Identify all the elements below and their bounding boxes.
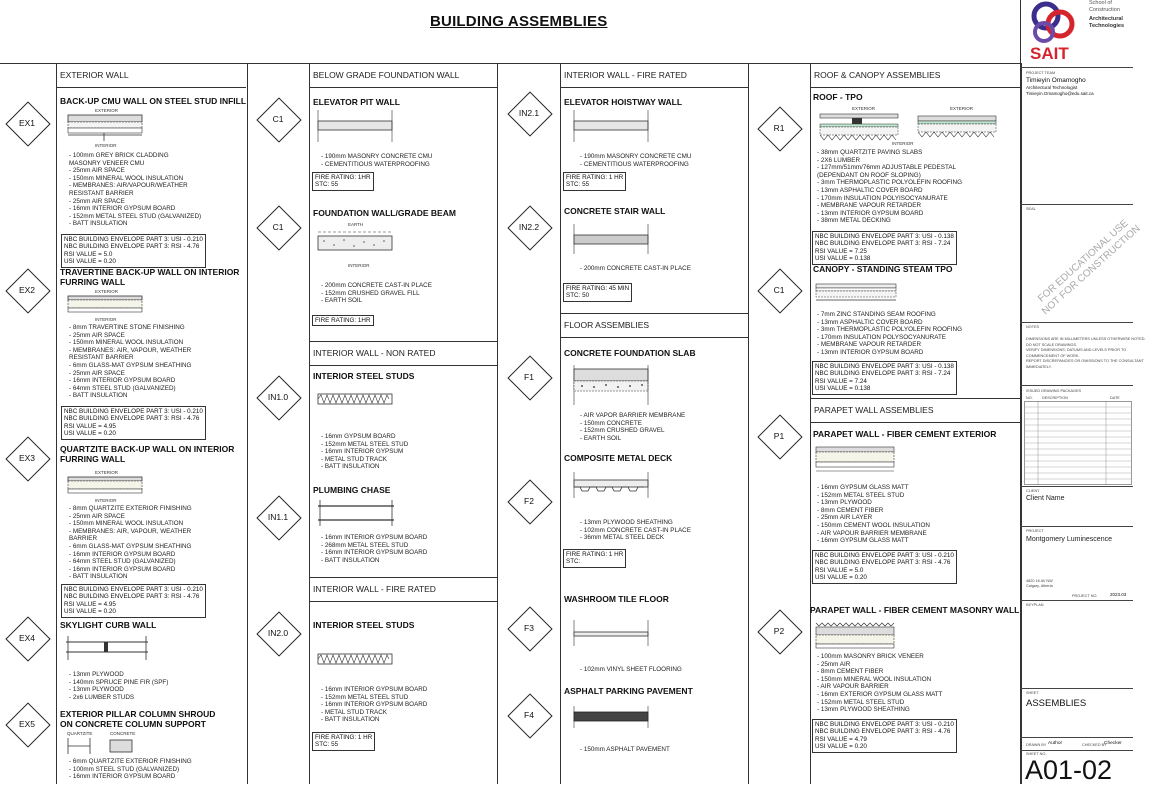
sheet-number: A01-02	[1025, 755, 1113, 785]
exterior-label: EXTERIOR	[852, 106, 876, 111]
assembly-notes-ex5: - 6mm QUARTZITE EXTERIOR FINISHING - 100mm STEEL STUD (GALVANIZED) - 16mm INTERIOR GYPSUM BOARD	[69, 758, 192, 781]
assembly-notes-parapet-masonry: - 100mm MASONRY BRICK VENEER - 25mm AIR - 8mm CEMENT FIBER - 150mm MINERAL WOOL INSULATION - AIR VAPOUR BARRIER - 16mm EXTERIOR GYPSUM GLASS MATT - 152mm METAL STEEL STUD - 13mm PLYWOOD SHEATHING	[817, 653, 943, 714]
assembly-notes-ex1: - 100mm GREY BRICK CLADDING MASONRY VENEER CMU - 25mm AIR SPACE - 150mm MINERAL WOOL INSULATION - MEMBRANES: AIR/VAPOUR/WEATHER RESISTANT BARRIER - 25mm AIR SPACE - 16mm INTERIOR GYPSUM BOARD - 152mm METAL STEEL STUD (GALVANIZED) - BATT INSULATION	[69, 152, 202, 228]
ex1-section-sketch	[66, 113, 146, 143]
checked-by-label: CHECKED BY	[1082, 743, 1107, 747]
ex3-section-sketch	[66, 475, 146, 497]
assembly-title-interior-steel-studs-rated: INTERIOR STEEL STUDS	[313, 620, 415, 630]
concrete-slab-sketch	[572, 361, 652, 407]
interior-label: INTERIOR	[348, 263, 370, 268]
issued-col-no: NO.	[1026, 396, 1033, 400]
ex5-section-sketch	[64, 736, 140, 756]
general-notes: DIMENSIONS ARE IN MILLIMETERS UNLESS OTHERWISE NOTED. DO NOT SCALE DRAWINGS. VERIFY DIMENSIONS, DATUMS AND LEVELS PRIOR TO COMMENCEMENT OF WORK. REPORT DISCREPANCIES OR OMISSIONS TO THE CONSULTANT IMMEDIATELY.	[1026, 337, 1146, 369]
tag-f2: F2	[524, 496, 534, 506]
team-member-name: Timieyin Omamogho	[1026, 77, 1086, 84]
drawn-by-label: DRAWN BY	[1026, 743, 1047, 747]
foundation-wall-sketch	[316, 228, 396, 262]
assembly-notes-parapet-fiber-cement: - 16mm GYPSUM GLASS MATT - 152mm METAL STEEL STUD - 13mm PLYWOOD - 8mm CEMENT FIBER - 25mm AIR LAYER - 150mm CEMENT WOOL INSULATION - AIR VAPOUR BARRIER MEMBRANE - 16mm GYPSUM GLASS MATT	[817, 484, 930, 545]
assembly-notes-elevator-hoistway: - 190mm MASONRY CONCRETE CMU - CEMENTITIOUS WATERPROOFING	[580, 153, 692, 168]
project-team-label: PROJECT TEAM	[1026, 71, 1056, 75]
assembly-title-plumbing-chase: PLUMBING CHASE	[313, 485, 391, 495]
asphalt-sketch	[572, 704, 652, 730]
assembly-title-ex2: TRAVERTINE BACK-UP WALL ON INTERIOR FURRING WALL	[60, 267, 240, 287]
tag-in1-0: IN1.0	[267, 392, 289, 402]
column-header-roof: ROOF & CANOPY ASSEMBLIES	[814, 70, 941, 80]
composite-deck-sketch	[572, 470, 652, 500]
assembly-notes-interior-steel-studs-rated: - 16mm INTERIOR GYPSUM BOARD - 152mm METAL STEEL STUD - 16mm INTERIOR GYPSUM BOARD - METAL STUD TRACK - BATT INSULATION	[321, 686, 428, 724]
assembly-notes-composite-deck: - 13mm PLYWOOD SHEATHING - 102mm CONCRETE CAST-IN PLACE - 36mm METAL STEEL DECK	[580, 519, 691, 542]
envelope-box-ex1: NBC BUILDING ENVELOPE PART 3: USI - 0.210 NBC BUILDING ENVELOPE PART 3: RSI - 4.76 RSI VALUE = 5.0 USI VALUE = 0.20	[61, 234, 206, 268]
earth-label: EARTH	[348, 222, 364, 227]
concrete-label: CONCRETE	[110, 731, 136, 736]
assembly-notes-plumbing-chase: - 16mm INTERIOR GYPSUM BOARD - 268mm METAL STEEL STUD - 16mm INTERIOR GYPSUM BOARD - BATT INSULATION	[321, 534, 428, 564]
tag-ex2: EX2	[18, 285, 36, 295]
envelope-box-ex2: NBC BUILDING ENVELOPE PART 3: USI - 0.210 NBC BUILDING ENVELOPE PART 3: RSI - 4.76 RSI VALUE = 4.95 USI VALUE = 0.20	[61, 406, 206, 440]
fire-rating-box-concrete-stair: FIRE RATING: 45 MIN STC: 50	[563, 283, 632, 302]
envelope-box-roof-tpo: NBC BUILDING ENVELOPE PART 3: USI - 0.138 NBC BUILDING ENVELOPE PART 3: RSI - 7.24 RSI VALUE = 7.25 USI VALUE = 0.138	[812, 231, 957, 265]
team-member-email: Timieyin.Omamogho@edu.sait.ca	[1026, 91, 1094, 96]
fire-rating-box-foundation-wall: FIRE RATING: 1HR	[312, 315, 374, 326]
interior-label: INTERIOR	[95, 498, 117, 503]
fire-rating-box-interior-steel-studs: FIRE RATING: 1 HR STC: 55	[312, 732, 375, 751]
tag-f1: F1	[524, 372, 534, 382]
assembly-title-ex4: SKYLIGHT CURB WALL	[60, 620, 157, 630]
tag-f3: F3	[524, 623, 534, 633]
plumbing-chase-sketch	[316, 498, 396, 528]
tag-p1: P1	[773, 431, 785, 441]
department-name: Architectural Technologies	[1089, 16, 1125, 29]
tag-ex1: EX1	[18, 118, 36, 128]
column-header-interior-fire: INTERIOR WALL - FIRE RATED	[564, 70, 687, 80]
exterior-label: EXTERIOR	[95, 108, 119, 113]
envelope-box-parapet-masonry: NBC BUILDING ENVELOPE PART 3: USI - 0.210 NBC BUILDING ENVELOPE PART 3: RSI - 4.76 RSI VALUE = 4.79 USI VALUE = 0.20	[812, 719, 957, 753]
elevator-pit-sketch	[316, 108, 396, 144]
assembly-notes-interior-steel-studs: - 16mm GYPSUM BOARD - 152mm METAL STEEL STUD - 16mm INTERIOR GYPSUM - METAL STUD TRACK - BATT INSULATION	[321, 433, 409, 471]
tag-f4: F4	[524, 710, 534, 720]
notes-label: NOTES	[1026, 325, 1040, 329]
envelope-box-ex3: NBC BUILDING ENVELOPE PART 3: USI - 0.210 NBC BUILDING ENVELOPE PART 3: RSI - 4.76 RSI VALUE = 4.95 USI VALUE = 0.20	[61, 584, 206, 618]
project-name: Montgomery Luminescence	[1026, 536, 1112, 543]
concrete-stair-sketch	[572, 222, 652, 256]
assembly-title-ex5: EXTERIOR PILLAR COLUMN SHROUD ON CONCRETE COLUMN SUPPORT	[60, 709, 216, 729]
seal-label: SEAL	[1026, 207, 1036, 211]
client-label: CLIENT	[1026, 489, 1040, 493]
fire-rating-box-elevator-hoistway: FIRE RATING: 1 HR STC: 55	[563, 172, 626, 191]
interior-label: INTERIOR	[95, 317, 117, 322]
assembly-title-ex1: BACK-UP CMU WALL ON STEEL STUD INFILL	[60, 96, 247, 106]
client-name: Client Name	[1026, 495, 1065, 502]
assembly-title-concrete-slab: CONCRETE FOUNDATION SLAB	[564, 348, 696, 358]
assembly-title-washroom-tile: WASHROOM TILE FLOOR	[564, 594, 669, 604]
column-header-foundation: BELOW GRADE FOUNDATION WALL	[313, 70, 460, 80]
tag-ex4: EX4	[18, 633, 36, 643]
assembly-title-foundation-wall: FOUNDATION WALL/GRADE BEAM	[313, 208, 456, 218]
tag-c1-b: C1	[272, 222, 284, 232]
project-address: 4820 16 AV NW Calgary, Alberta	[1026, 579, 1053, 588]
exterior-label: EXTERIOR	[95, 289, 119, 294]
sheet-name: ASSEMBLIES	[1026, 698, 1087, 709]
assembly-title-elevator-pit: ELEVATOR PIT WALL	[313, 97, 400, 107]
assembly-notes-concrete-stair: - 200mm CONCRETE CAST-IN PLACE	[580, 265, 691, 272]
assembly-title-interior-steel-studs: INTERIOR STEEL STUDS	[313, 371, 415, 381]
exterior-label: EXTERIOR	[950, 106, 974, 111]
assembly-notes-foundation-wall: - 200mm CONCRETE CAST-IN PLACE - 152mm CRUSHED GRAVEL FILL - EARTH SOIL	[321, 282, 432, 305]
fire-rating-box-elevator-pit: FIRE RATING: 1HR STC: 55	[312, 172, 374, 191]
sheet-title: BUILDING ASSEMBLIES	[430, 13, 608, 30]
assembly-title-roof-tpo: ROOF - TPO	[813, 92, 863, 102]
column-header-exterior-wall: EXTERIOR WALL	[60, 70, 129, 80]
column-header-interior-fire-2: INTERIOR WALL - FIRE RATED	[313, 584, 436, 594]
envelope-box-canopy: NBC BUILDING ENVELOPE PART 3: USI - 0.138 NBC BUILDING ENVELOPE PART 3: RSI - 7.24 RSI VALUE = 7.24 USI VALUE = 0.138	[812, 361, 957, 395]
interior-label: INTERIOR	[892, 141, 914, 146]
issued-packages-label: ISSUED DRAWING PACKAGES	[1026, 389, 1082, 393]
assembly-notes-washroom-tile: - 102mm VINYL SHEET FLOORING	[580, 666, 682, 673]
assembly-notes-ex2: - 8mm TRAVERTINE STONE FINISHING - 25mm AIR SPACE - 150mm MINERAL WOOL INSULATION - MEMBRANES: AIR, VAPOUR, WEATHER RESISTANT BARRIER - 6mm GLASS-MAT GYPSUM SHEATHING - 25mm AIR SPACE - 16mm INTERIOR GYPSUM BOARD - 64mm STEEL STUD (GALVANIZED) - BATT INSULATION	[69, 324, 192, 400]
parapet-masonry-sketch	[814, 620, 898, 654]
fire-rating-box-composite-deck: FIRE RATING: 1 HR STC:	[563, 549, 626, 568]
interior-label: INTERIOR	[95, 143, 117, 148]
tag-in2-1: IN2.1	[518, 108, 540, 118]
issued-col-date: DATE	[1110, 396, 1120, 400]
checked-by: Checker	[1104, 741, 1122, 746]
assembly-notes-elevator-pit: - 190mm MASONRY CONCRETE CMU - CEMENTITIOUS WATERPROOFING	[321, 153, 433, 168]
assembly-notes-ex4: - 13mm PLYWOOD - 140mm SPRUCE PINE FIR (SPF) - 13mm PLYWOOD - 2x6 LUMBER STUDS	[69, 671, 169, 701]
column-header-parapet: PARAPET WALL ASSEMBLIES	[814, 405, 934, 415]
issued-packages-table	[1024, 401, 1132, 485]
assembly-notes-roof-tpo: - 38mm QUARTZITE PAVING SLABS - 2X6 LUMBER - 127mm/51mm/76mm ADJUSTABLE PEDESTAL (DEPENDANT ON ROOF SLOPING) - 3mm THERMOPLASTIC POLYOLEFIN ROOFING - 13mm ASPHALTIC COVER BOARD - 170mm INSULATION POLYISOCYANURATE - MEMBRANE VAPOUR RETARDER - 13mm INTERIOR GYPSUM BOARD - 38mm METAL DECKING	[817, 149, 962, 225]
assembly-notes-concrete-slab: - AIR VAPOR BARRIER MEMBRANE - 150mm CONCRETE - 152mm CRUSHED GRAVEL - EARTH SOIL	[580, 412, 686, 442]
exterior-label: EXTERIOR	[95, 470, 119, 475]
canopy-sketch	[814, 280, 898, 304]
elevator-hoistway-sketch	[572, 108, 652, 144]
educational-watermark: FOR EDUCATIONAL USE NOT FOR CONSTRUCTION	[1036, 217, 1143, 318]
school-name: School of Construction	[1089, 0, 1120, 13]
washroom-tile-sketch	[572, 618, 652, 648]
tag-in2-0: IN2.0	[267, 628, 289, 638]
sheet-number-label: SHEET NO.	[1026, 752, 1047, 756]
interior-steel-studs-sketch	[316, 391, 396, 407]
assembly-title-asphalt: ASPHALT PARKING PAVEMENT	[564, 686, 693, 696]
tag-in2-2: IN2.2	[518, 222, 540, 232]
assembly-notes-canopy: - 7mm ZINC STANDING SEAM ROOFING - 13mm ASPHALTIC COVER BOARD - 3mm THERMOPLASTIC POLYOLEFIN ROOFING - 170mm INSULATION POLYSOCYANURATE - MEMBRANE VAPOUR RETARDER - 13mm INTERIOR GYPSUM BOARD	[817, 311, 962, 356]
ex2-section-sketch	[66, 294, 146, 316]
project-label: PROJECT	[1026, 529, 1044, 533]
assembly-title-composite-deck: COMPOSITE METAL DECK	[564, 453, 673, 463]
quartzite-label: QUARTZITE	[67, 731, 93, 736]
assembly-title-canopy: CANOPY - STANDING STEAM TPO	[813, 264, 953, 274]
sait-logo-text: SAIT	[1030, 44, 1069, 63]
interior-steel-studs-rated-sketch	[316, 651, 396, 667]
drawn-by: Author	[1048, 741, 1063, 746]
assembly-title-parapet-fiber-cement: PARAPET WALL - FIBER CEMENT EXTERIOR	[813, 429, 997, 439]
tag-canopy: C1	[773, 285, 785, 295]
project-number-label: PROJECT NO.	[1072, 594, 1098, 598]
tag-p2: P2	[773, 626, 785, 636]
column-header-floor: FLOOR ASSEMBLIES	[564, 320, 650, 330]
assembly-notes-asphalt: - 150mm ASPHALT PAVEMENT	[580, 746, 670, 753]
assembly-title-concrete-stair: CONCRETE STAIR WALL	[564, 206, 666, 216]
envelope-box-parapet-fiber-cement: NBC BUILDING ENVELOPE PART 3: USI - 0.210 NBC BUILDING ENVELOPE PART 3: RSI - 4.76 RSI VALUE = 5.0 USI VALUE = 0.20	[812, 550, 957, 584]
tag-r1: R1	[773, 123, 785, 133]
tag-ex3: EX3	[18, 453, 36, 463]
tag-in1-1: IN1.1	[267, 512, 289, 522]
keyplan-label: KEYPLAN	[1026, 603, 1044, 607]
assembly-notes-ex3: - 8mm QUARTZITE EXTERIOR FINISHING - 25mm AIR SPACE - 150mm MINERAL WOOL INSULATION - MEMBRANES: AIR, VAPOUR, WEATHER BARRIER - 6mm GLASS-MAT GYPSUM SHEATHING - 16mm INTERIOR GYPSUM BOARD - 64mm STEEL STUD (GALVANIZED) - 16mm INTERIOR GYPSUM BOARD - BATT INSULATION	[69, 505, 192, 581]
issued-col-description: DESCRIPTION	[1042, 396, 1068, 400]
parapet-fiber-cement-sketch	[814, 445, 898, 477]
project-number: 2023.03	[1110, 592, 1127, 597]
top-rule	[0, 63, 1020, 64]
tag-c1: C1	[272, 114, 284, 124]
assembly-title-ex3: QUARTZITE BACK-UP WALL ON INTERIOR FURRING WALL	[60, 444, 235, 464]
ex4-section-sketch	[64, 634, 150, 664]
column-header-interior-non-rated: INTERIOR WALL - NON RATED	[313, 348, 436, 358]
tag-ex5: EX5	[18, 719, 36, 729]
roof-tpo-sketch-b	[916, 110, 998, 144]
sheet-label: SHEET	[1026, 691, 1039, 695]
roof-tpo-sketch-a	[818, 110, 900, 144]
team-member-role: Architectural Technologist	[1026, 85, 1078, 90]
assembly-title-elevator-hoistway: ELEVATOR HOISTWAY WALL	[564, 97, 683, 107]
assembly-title-parapet-masonry: PARAPET WALL - FIBER CEMENT MASONRY WALL	[810, 605, 1020, 615]
